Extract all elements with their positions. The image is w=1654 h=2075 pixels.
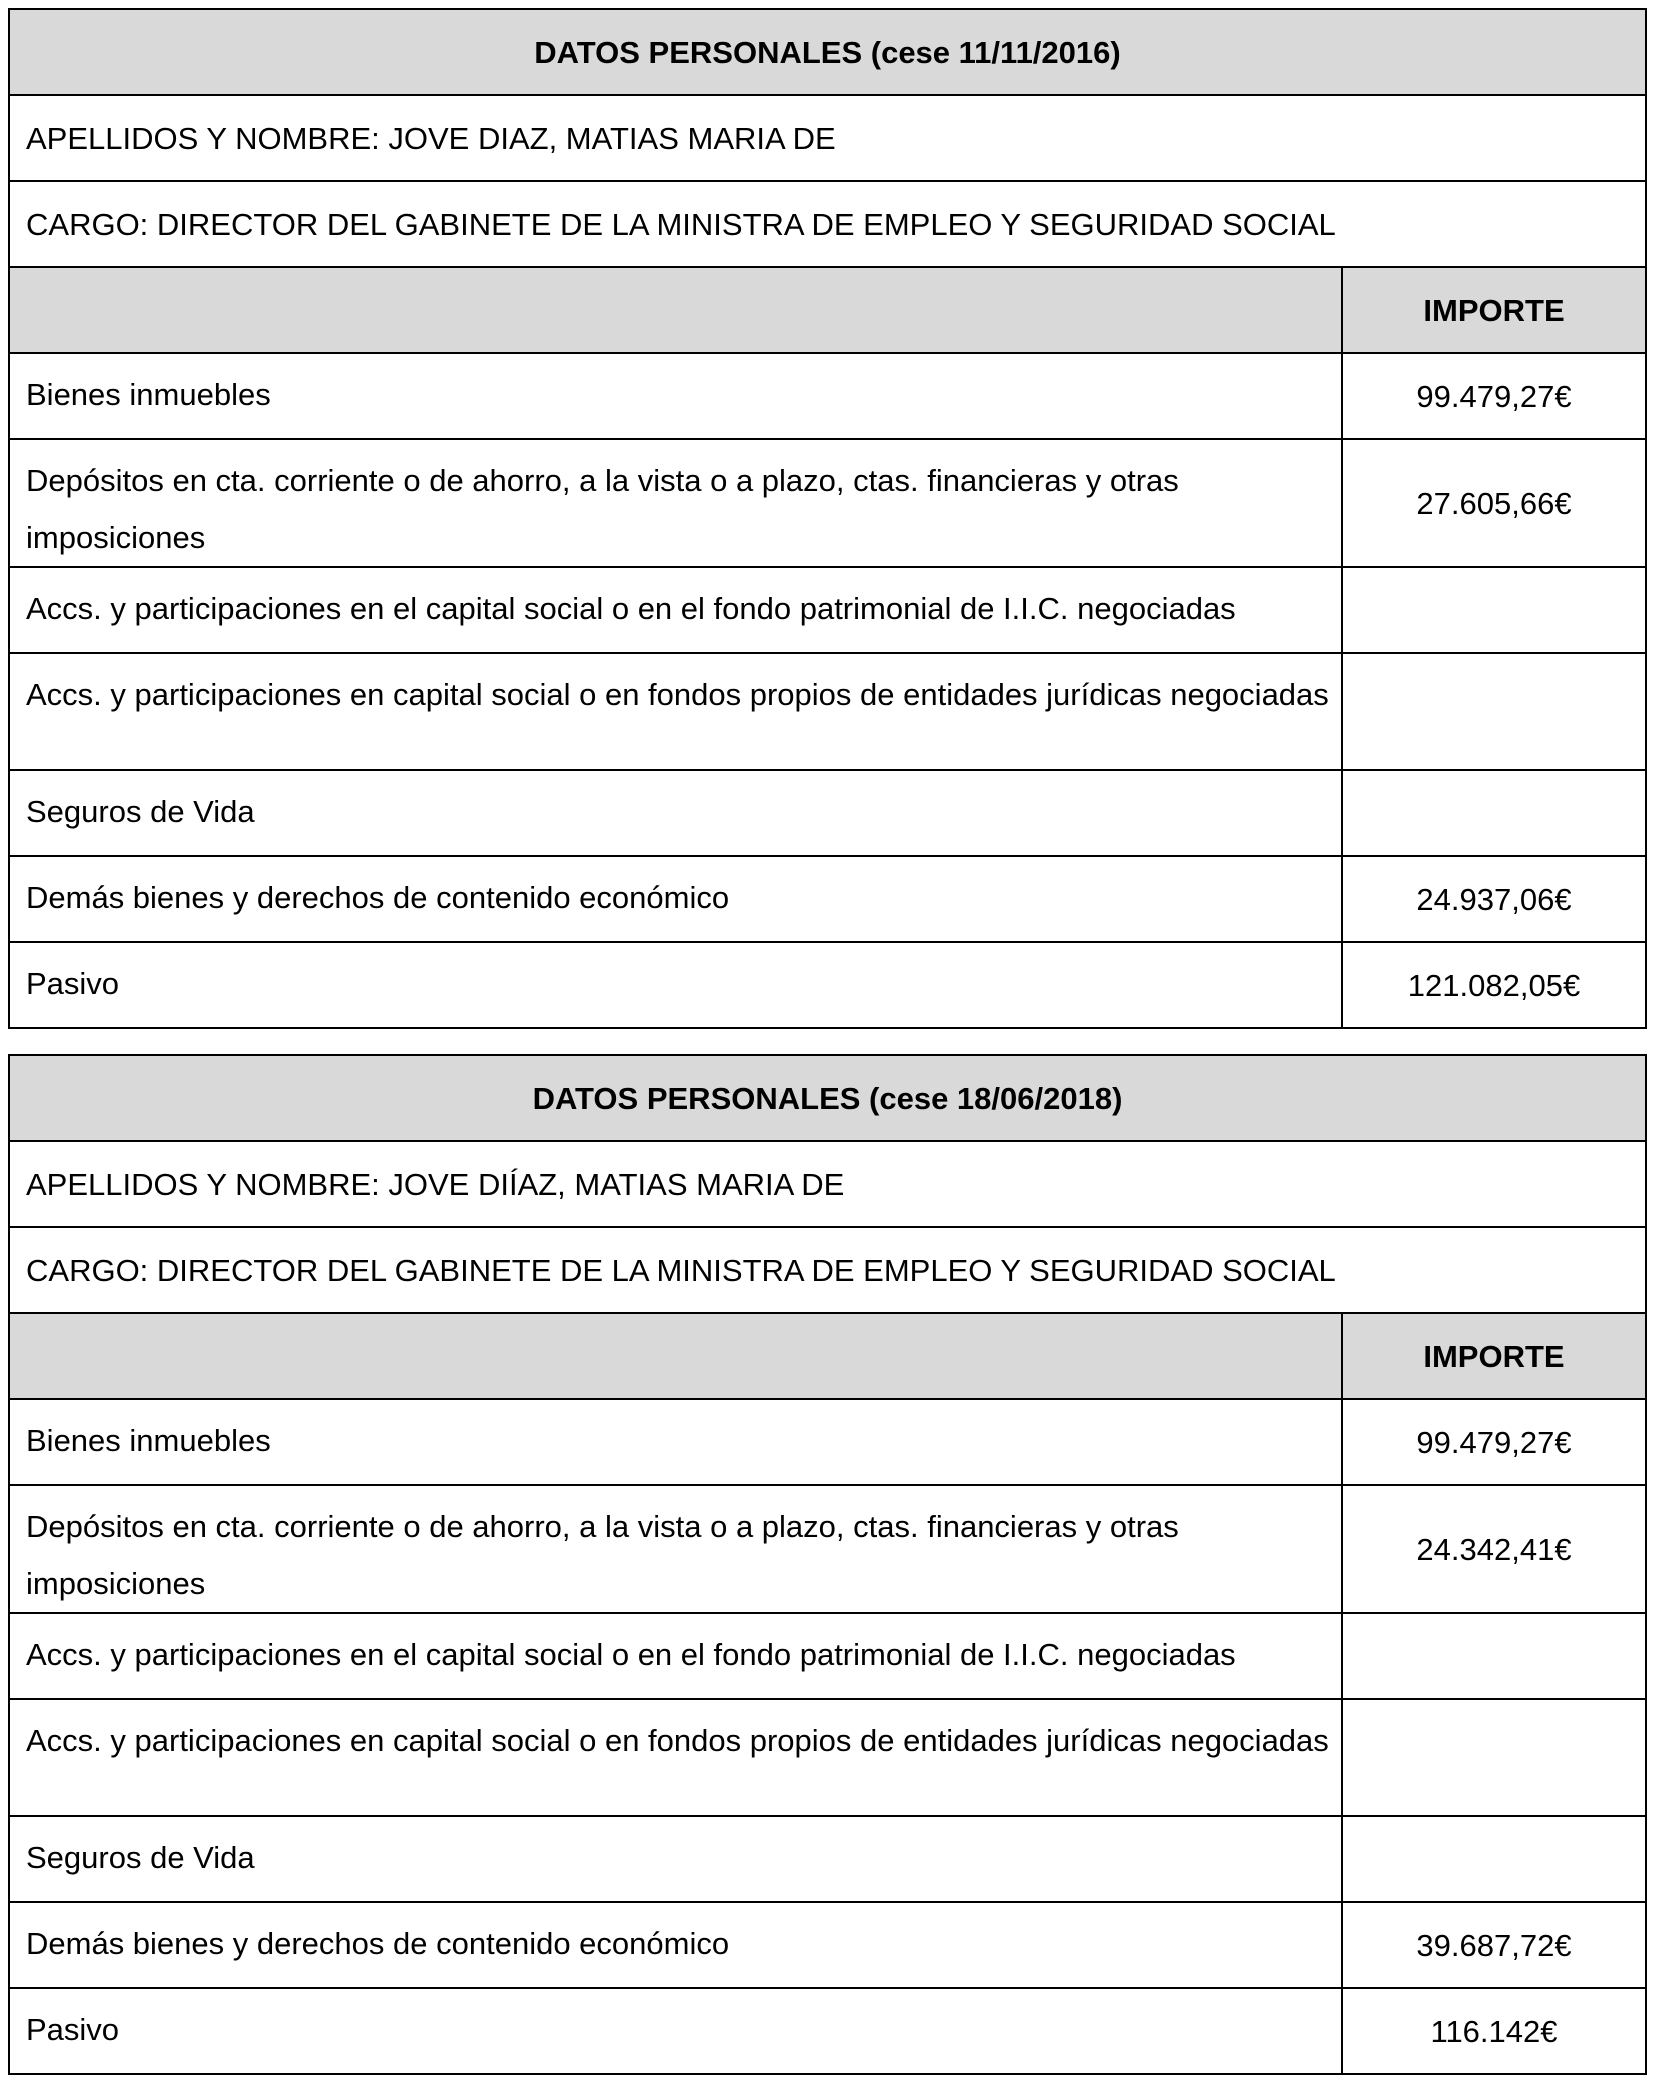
concept-cell: Accs. y participaciones en capital social o en fondos propios de entidades jurídicas negociadas [9, 653, 1342, 770]
amount-header: IMPORTE [1342, 267, 1646, 353]
declaration-table [8, 1054, 1647, 2075]
table-row [9, 1613, 1646, 1699]
position-row [9, 181, 1646, 267]
title-row [9, 9, 1646, 95]
amount-cell [1342, 1613, 1646, 1699]
concept-header [9, 267, 1342, 353]
position-line: CARGO: DIRECTOR DEL GABINETE DE LA MINISTRA DE EMPLEO Y SEGURIDAD SOCIAL [9, 181, 1646, 267]
amount-cell [1342, 1816, 1646, 1902]
name-row [9, 95, 1646, 181]
table-row [9, 1399, 1646, 1485]
concept-cell: Bienes inmuebles [9, 353, 1342, 439]
name-line: APELLIDOS Y NOMBRE: JOVE DIAZ, MATIAS MARIA DE [9, 95, 1646, 181]
title-row [9, 1055, 1646, 1141]
declaration-title: DATOS PERSONALES (cese 18/06/2018) [9, 1055, 1646, 1141]
table-row [9, 1699, 1646, 1816]
table-row [9, 1902, 1646, 1988]
amount-cell [1342, 567, 1646, 653]
name-line: APELLIDOS Y NOMBRE: JOVE DIÍAZ, MATIAS MARIA DE [9, 1141, 1646, 1227]
amount-header: IMPORTE [1342, 1313, 1646, 1399]
concept-cell: Seguros de Vida [9, 770, 1342, 856]
table-row [9, 653, 1646, 770]
amount-cell [1342, 653, 1646, 770]
amount-cell: 99.479,27€ [1342, 1399, 1646, 1485]
concept-cell: Accs. y participaciones en el capital social o en el fondo patrimonial de I.I.C. negociadas [9, 1613, 1342, 1699]
amount-cell: 99.479,27€ [1342, 353, 1646, 439]
concept-cell: Bienes inmuebles [9, 1399, 1342, 1485]
concept-cell: Pasivo [9, 1988, 1342, 2074]
amount-cell [1342, 1699, 1646, 1816]
declaration-title: DATOS PERSONALES (cese 11/11/2016) [9, 9, 1646, 95]
concept-cell: Demás bienes y derechos de contenido económico [9, 1902, 1342, 1988]
concept-cell: Depósitos en cta. corriente o de ahorro, a la vista o a plazo, ctas. financieras y otras imposiciones [9, 1485, 1342, 1613]
concept-cell: Depósitos en cta. corriente o de ahorro, a la vista o a plazo, ctas. financieras y otras imposiciones [9, 439, 1342, 567]
column-header-row [9, 1313, 1646, 1399]
table-row [9, 942, 1646, 1028]
table-row [9, 1816, 1646, 1902]
amount-cell: 121.082,05€ [1342, 942, 1646, 1028]
concept-header [9, 1313, 1342, 1399]
amount-cell: 39.687,72€ [1342, 1902, 1646, 1988]
amount-cell: 27.605,66€ [1342, 439, 1646, 567]
position-line: CARGO: DIRECTOR DEL GABINETE DE LA MINISTRA DE EMPLEO Y SEGURIDAD SOCIAL [9, 1227, 1646, 1313]
column-header-row [9, 267, 1646, 353]
table-row [9, 567, 1646, 653]
table-row [9, 1485, 1646, 1613]
name-row [9, 1141, 1646, 1227]
concept-cell: Seguros de Vida [9, 1816, 1342, 1902]
amount-cell: 116.142€ [1342, 1988, 1646, 2074]
table-row [9, 1988, 1646, 2074]
concept-cell: Demás bienes y derechos de contenido económico [9, 856, 1342, 942]
concept-cell: Accs. y participaciones en capital social o en fondos propios de entidades jurídicas negociadas [9, 1699, 1342, 1816]
table-row [9, 770, 1646, 856]
amount-cell: 24.937,06€ [1342, 856, 1646, 942]
position-row [9, 1227, 1646, 1313]
table-row [9, 439, 1646, 567]
declaration-table [8, 8, 1647, 1029]
concept-cell: Accs. y participaciones en el capital social o en el fondo patrimonial de I.I.C. negociadas [9, 567, 1342, 653]
table-row [9, 856, 1646, 942]
amount-cell [1342, 770, 1646, 856]
amount-cell: 24.342,41€ [1342, 1485, 1646, 1613]
concept-cell: Pasivo [9, 942, 1342, 1028]
table-row [9, 353, 1646, 439]
